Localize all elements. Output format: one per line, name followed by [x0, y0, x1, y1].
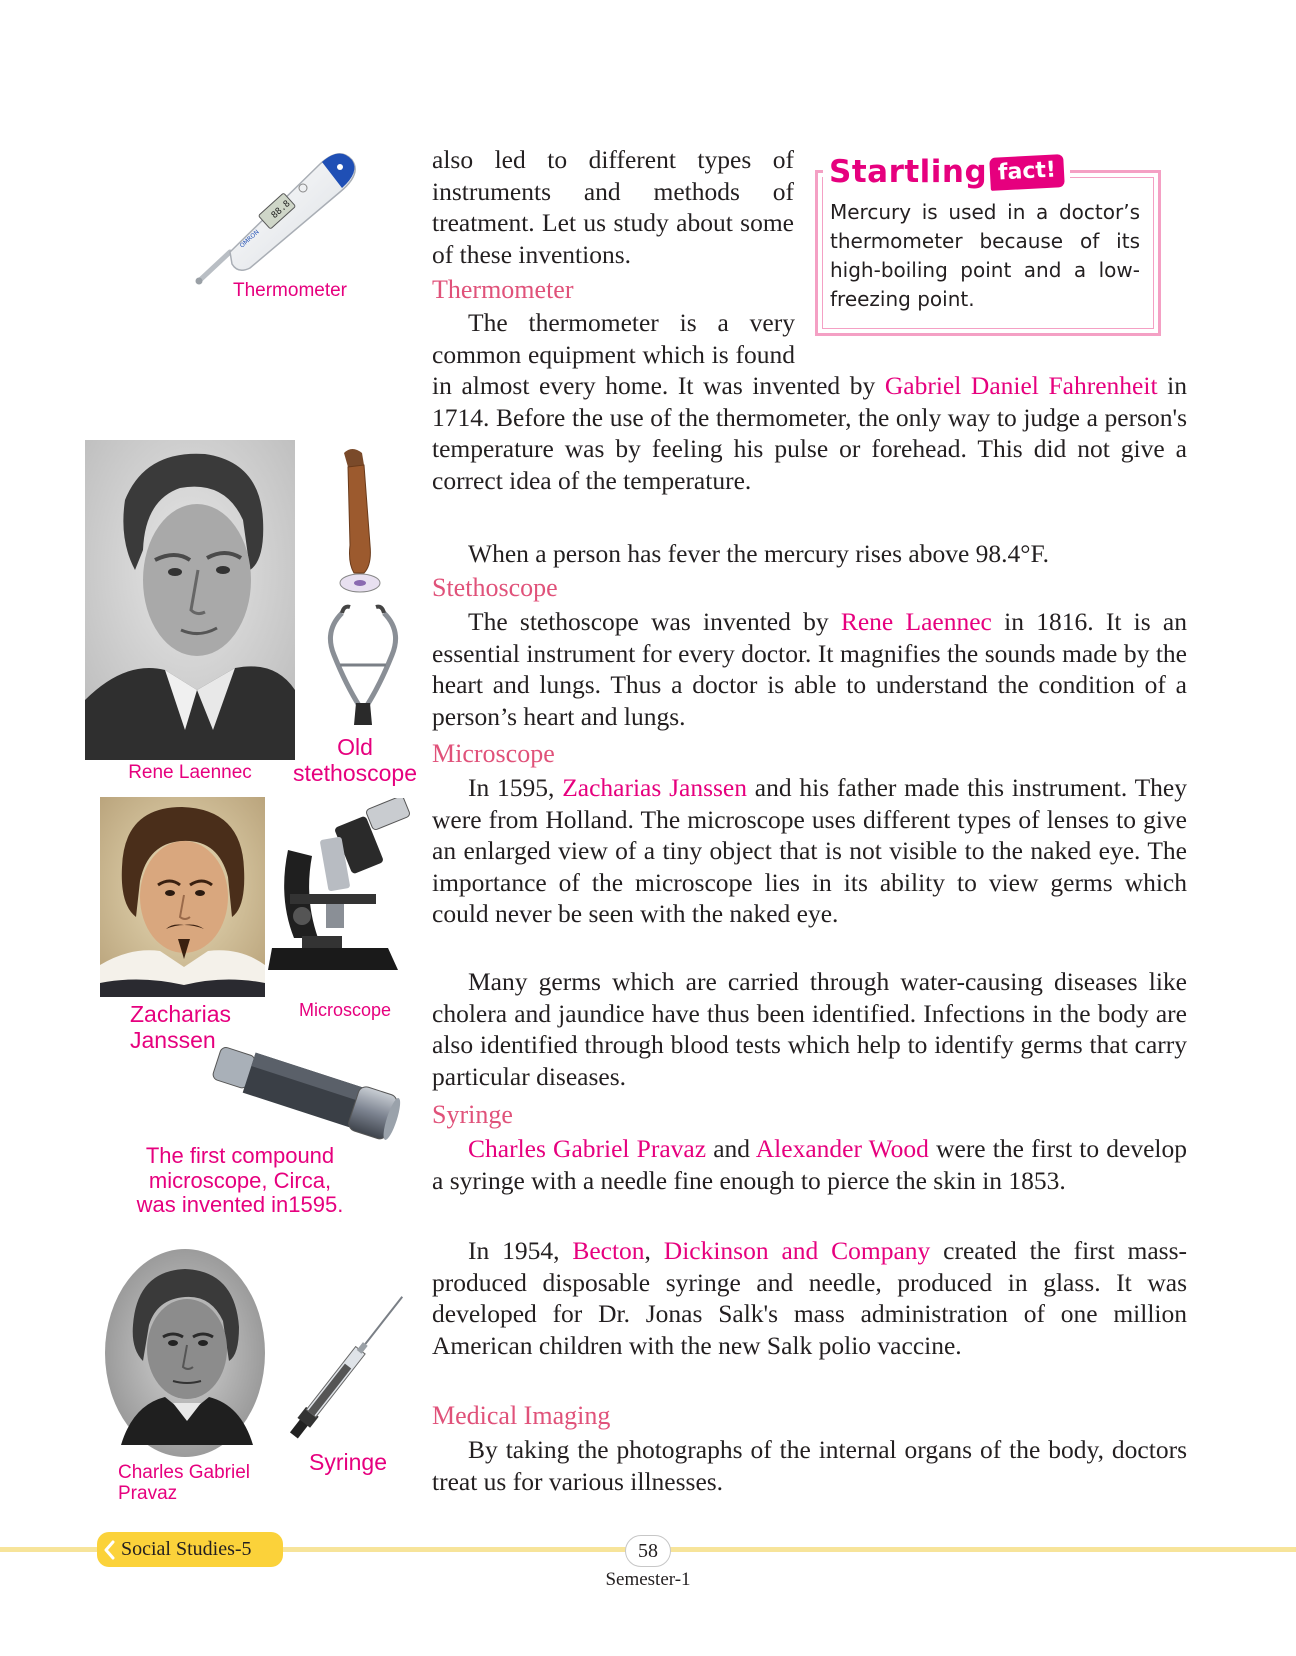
old-stethoscope-caption	[290, 735, 420, 787]
startling-fact-text: Mercury is used in a doctor’s thermometer because of its high-boiling point and a low-freezing point.	[830, 200, 1140, 311]
microscope-paragraph-2: Many germs which are carried through water-causing diseases like cholera and jaundice have thus been identified. Infections in the body are also identified through blood tests which help to identify germs that carry particular diseases.	[432, 967, 1187, 1091]
inventor-fahrenheit: Gabriel Daniel Fahrenheit	[884, 371, 1158, 401]
thermometer-caption: Thermometer	[232, 280, 348, 301]
thermometer-paragraph-1	[432, 307, 1187, 497]
stethoscope-p1-text-b: in 1816. It is an essential instrument for every doctor. It magnifies the sounds made by the heart and lungs. Thus a doctor is able to understand the condition of a person’s heart and lungs.	[432, 607, 1187, 731]
inventor-pravaz: Charles Gabriel Pravaz	[468, 1134, 707, 1163]
startling-fact-title	[823, 148, 1070, 196]
charles-pravaz-caption	[118, 1462, 288, 1505]
startling-fact-title-word: Startling	[829, 154, 988, 190]
microscope-caption: Microscope	[298, 1000, 392, 1020]
old-stethoscope-caption-line2: stethoscope	[292, 759, 418, 786]
compound-caption-line3: was invented in1595.	[136, 1192, 344, 1218]
compound-microscope-caption	[120, 1144, 360, 1218]
syringe-p1-and: and	[706, 1134, 756, 1163]
pravaz-caption-line2: Pravaz	[118, 1483, 178, 1505]
intro-paragraph: also led to different types of instruments and methods of treatment. Let us study about some of these inventions.	[432, 145, 794, 269]
zacharias-caption-line1: Zacharias	[130, 1001, 231, 1027]
zacharias-janssen-portrait	[100, 797, 265, 997]
thermometer-paragraph-2: When a person has fever the mercury rises above 98.4°F.	[468, 539, 1049, 568]
rene-laennec-caption: Rene Laennec	[128, 762, 252, 783]
thermometer-display: 88.8	[269, 198, 293, 221]
startling-fact-badge: fact!	[989, 154, 1065, 191]
thermometer-brand: OMRON	[238, 228, 261, 250]
microscope-paragraph-1	[432, 772, 1187, 930]
medical-imaging-paragraph: By taking the photographs of the internal organs of the body, doctors treat us for various illnesses.	[432, 1435, 1187, 1496]
book-title-tab[interactable]	[97, 1532, 283, 1567]
page-number: 58	[625, 1535, 671, 1567]
inventor-laennec: Rene Laennec	[840, 607, 992, 636]
old-stethoscope-caption-line1: Old	[337, 734, 373, 760]
syringe-p2-comma: ,	[644, 1236, 664, 1265]
compound-caption-line2: microscope, Circa,	[148, 1167, 332, 1193]
zacharias-caption-line2: Janssen	[130, 1026, 216, 1053]
thermometer-p1-text-b: in 1714. Before the use of the thermometer, the only way to judge a person's temperature was by feeling his pulse or forehead. This did not give a correct idea of the temperature.	[432, 371, 1188, 495]
company-dickinson: Dickinson and Company	[663, 1236, 931, 1265]
book-title: Social Studies-5	[121, 1538, 252, 1560]
microscope-p1-text-b: and his father made this instrument. They were from Holland. The microscope uses different types of lenses to give an enlarged view of a tiny object that is not visible to the naked eye. The importance of the microscope lies in its ability to view germs which could never be seen with the naked eye.	[432, 773, 1187, 929]
compound-microscope-image	[205, 1040, 405, 1150]
syringe-image	[270, 1285, 420, 1455]
inventor-janssen: Zacharias Janssen	[562, 773, 747, 802]
inventor-wood: Alexander Wood	[755, 1134, 929, 1163]
chevron-left-icon	[97, 1532, 121, 1567]
microscope-image	[268, 798, 423, 983]
stethoscope-heading: Stethoscope	[432, 573, 558, 602]
syringe-p2-text-b: created the first mass-produced disposable syringe and needle, produced in glass. It was developed for Dr. Jonas Salk's mass administration of one million American children with the new Salk polio vaccine.	[432, 1236, 1188, 1360]
pravaz-caption-line1: Charles Gabriel	[118, 1462, 250, 1483]
thermometer-p1-text-a: The thermometer is a very common equipment which is found in almost every home. It was invented by	[432, 308, 885, 401]
rene-laennec-portrait	[85, 440, 295, 760]
old-stethoscope-image	[320, 445, 410, 730]
stethoscope-p1-text-a: The stethoscope was invented by	[468, 607, 841, 636]
stethoscope-paragraph	[432, 606, 1187, 732]
medical-imaging-heading: Medical Imaging	[432, 1401, 611, 1430]
thermometer-image	[190, 140, 370, 290]
syringe-paragraph-1	[432, 1133, 1187, 1196]
microscope-p1-text-a: In 1595,	[468, 773, 563, 802]
syringe-p1-text-b: were the first to develop a syringe with a needle fine enough to pierce the skin in 1853.	[432, 1134, 1188, 1195]
syringe-p2-text-a: In 1954,	[468, 1236, 573, 1265]
compound-caption-line1: The first compound	[145, 1143, 335, 1168]
syringe-paragraph-2	[432, 1235, 1187, 1361]
company-becton: Becton	[572, 1236, 645, 1265]
syringe-heading: Syringe	[432, 1100, 513, 1129]
syringe-caption: Syringe	[309, 1449, 387, 1475]
semester-label: Semester-1	[605, 1569, 691, 1590]
microscope-heading: Microscope	[432, 739, 555, 768]
charles-pravaz-portrait	[103, 1245, 268, 1460]
thermometer-heading: Thermometer	[432, 275, 574, 304]
